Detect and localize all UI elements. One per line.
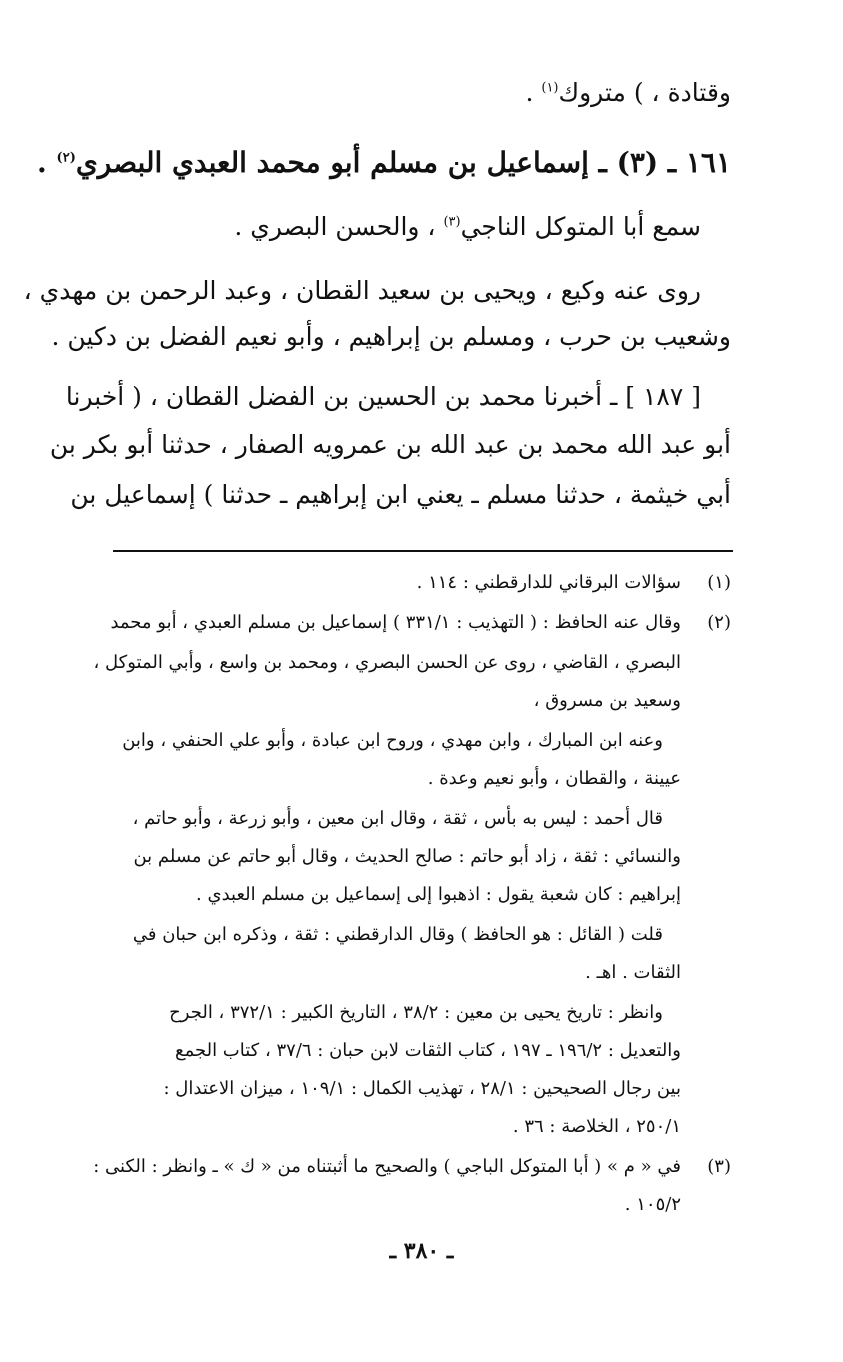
entry-heading-end: .: [37, 146, 57, 179]
footnote-2-line: وسعيد بن مسروق ،: [533, 690, 681, 711]
isnad-line-2: أبو عبد الله محمد بن عبد الله بن عمرويه الصفار ، حدثنا أبو بكر بن: [49, 430, 731, 459]
footnote-2-line: والنسائي : ثقة ، زاد أبو حاتم : صالح الحديث ، وقال أبو حاتم عن مسلم بن: [133, 846, 681, 867]
footnote-ref-3[interactable]: (٣): [443, 214, 461, 230]
footnote-2-line: قلت ( القائل : هو الحافظ ) وقال الدارقطني : ثقة ، وذكره ابن حبان في: [132, 924, 663, 945]
footnote-2-line: بين رجال الصحيحين : ٢٨/١ ، تهذيب الكمال : ١٠٩/١ ، ميزان الاعتدال :: [163, 1078, 681, 1099]
footnote-2-line: وانظر : تاريخ يحيى بن معين : ٣٨/٢ ، التاريخ الكبير : ٣٧٢/١ ، الجرح: [169, 1002, 663, 1023]
footnote-2-line: قال أحمد : ليس به بأس ، ثقة ، وقال ابن معين ، وأبو زرعة ، وأبو حاتم ،: [132, 808, 663, 829]
footnote-2-line: ٢٥٠/١ ، الخلاصة : ٣٦ .: [512, 1116, 681, 1137]
footnote-2-line: عيينة ، والقطان ، وأبو نعيم وعدة .: [427, 768, 681, 789]
footnote-3-number: (٣): [707, 1156, 731, 1177]
footnote-3-line: في « م » ( أبا المتوكل الباجي ) والصحيح ما أثبتناه من « ك » ـ وانظر : الكنى :: [93, 1156, 681, 1177]
narrators-line-2: وشعيب بن حرب ، ومسلم بن إبراهيم ، وأبو نعيم الفضل بن دكين .: [51, 322, 731, 351]
isnad-line-1: [ ١٨٧ ] ـ أخبرنا محمد بن الحسين بن الفضل القطان ، ( أخبرنا: [65, 382, 701, 411]
footnote-separator: [113, 550, 733, 552]
continuation-end: .: [525, 78, 542, 107]
entry-heading-text: ١٦١ ـ (٣) ـ إسماعيل بن مسلم أبو محمد العبدي البصري: [75, 146, 731, 179]
narrators-line-1: روى عنه وكيع ، ويحيى بن سعيد القطان ، وعبد الرحمن بن مهدي ،: [23, 276, 701, 305]
heard-from-line: [234, 212, 701, 241]
footnote-2-line: والتعديل : ١٩٦/٢ ـ ١٩٧ ، كتاب الثقات لابن حبان : ٣٧/٦ ، كتاب الجمع: [174, 1040, 681, 1061]
footnote-ref-2[interactable]: (٢): [56, 150, 76, 166]
footnote-2-line: إبراهيم : كان شعبة يقول : اذهبوا إلى إسماعيل بن مسلم العبدي .: [196, 884, 681, 905]
continuation-line: [525, 78, 731, 107]
footnote-ref-1[interactable]: (١): [541, 80, 559, 96]
footnote-3-line: ١٠٥/٢ .: [624, 1194, 681, 1215]
footnote-2-line: وعنه ابن المبارك ، وابن مهدي ، وروح ابن عبادة ، وأبو علي الحنفي ، وابن: [122, 730, 663, 751]
entry-heading: [37, 146, 731, 179]
heard-from-end: ، والحسن البصري .: [234, 212, 444, 241]
page-number: ـ ٣٨٠ ـ: [389, 1238, 454, 1264]
footnote-2-line: البصري ، القاضي ، روى عن الحسن البصري ، ومحمد بن واسع ، وأبي المتوكل ،: [93, 652, 681, 673]
footnote-2-line: الثقات . اهـ .: [585, 962, 681, 983]
footnote-1-text: سؤالات البرقاني للدارقطني : ١١٤ .: [416, 572, 681, 593]
footnote-2-line: وقال عنه الحافظ : ( التهذيب : ٣٣١/١ ) إسماعيل بن مسلم العبدي ، أبو محمد: [110, 612, 681, 633]
isnad-line-3: أبي خيثمة ، حدثنا مسلم ـ يعني ابن إبراهيم ـ حدثنا ) إسماعيل بن: [70, 480, 731, 509]
footnote-2-number: (٢): [707, 612, 731, 633]
continuation-text: وقتادة ، ) متروك: [558, 78, 731, 107]
footnote-1-number: (١): [707, 572, 731, 593]
heard-from-text: سمع أبا المتوكل الناجي: [460, 212, 701, 241]
